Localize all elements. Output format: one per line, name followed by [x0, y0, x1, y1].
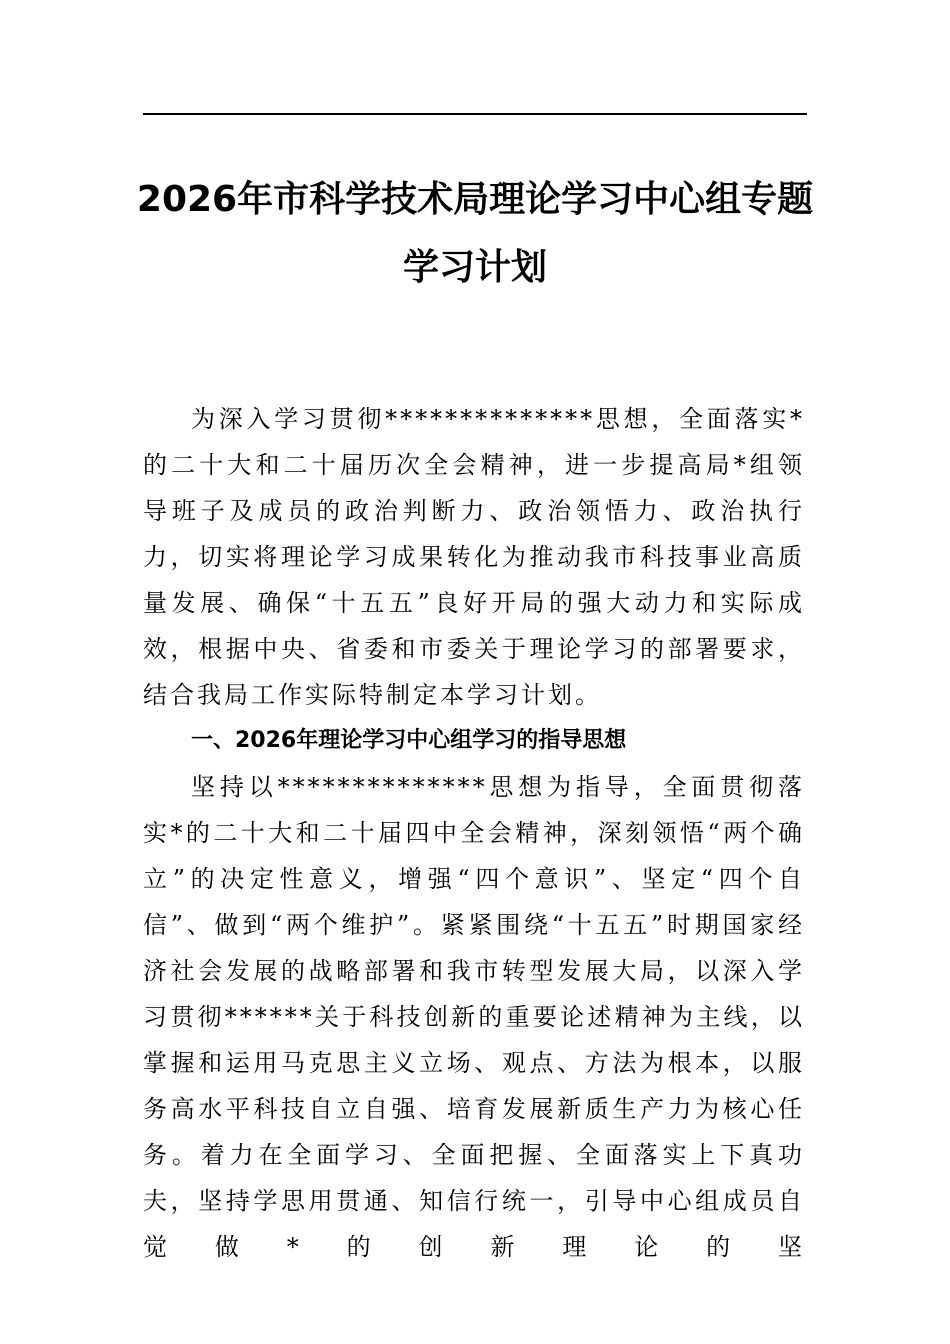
header-rule	[143, 113, 807, 115]
title-line-2: 学习计划	[402, 247, 547, 288]
document-title	[100, 166, 850, 302]
guiding-ideology-paragraph: 坚持以**************思想为指导，全面贯彻落实*的二十大和二十届四中全会精神，深刻领悟“两个确立”的决定性意义，增强“四个意识”、坚定“四个自信”、做到“两个维护”。紧紧围绕“十五五”时期国家经济社会发展的战略部署和我市转型发展大局，以深入学习贯彻******关于科技创新的重要论述精神为主线，以掌握和运用马克思主义立场、观点、方法为根本，以服务高水平科技自立自强、培育发展新质生产力为核心任务。着力在全面学习、全面把握、全面落实上下真功夫，坚持学思用贯通、知信行统一，引导中心组成员自觉做*的创新理论的坚	[143, 773, 805, 1261]
title-line-1: 2026年市科学技术局理论学习中心组专题	[136, 179, 814, 220]
section-heading-guiding-ideology: 一、2026年理论学习中心组学习的指导思想	[191, 728, 627, 753]
intro-paragraph: 为深入学习贯彻**************思想，全面落实*的二十大和二十届历次全会精神，进一步提高局*组领导班子及成员的政治判断力、政治领悟力、政治执行力，切实将理论学习成果转化为推动我市科技事业高质量发展、确保“十五五”良好开局的强大动力和实际成效，根据中央、省委和市委关于理论学习的部署要求，结合我局工作实际特制定本学习计划。	[143, 405, 805, 709]
document-body	[143, 396, 805, 1270]
